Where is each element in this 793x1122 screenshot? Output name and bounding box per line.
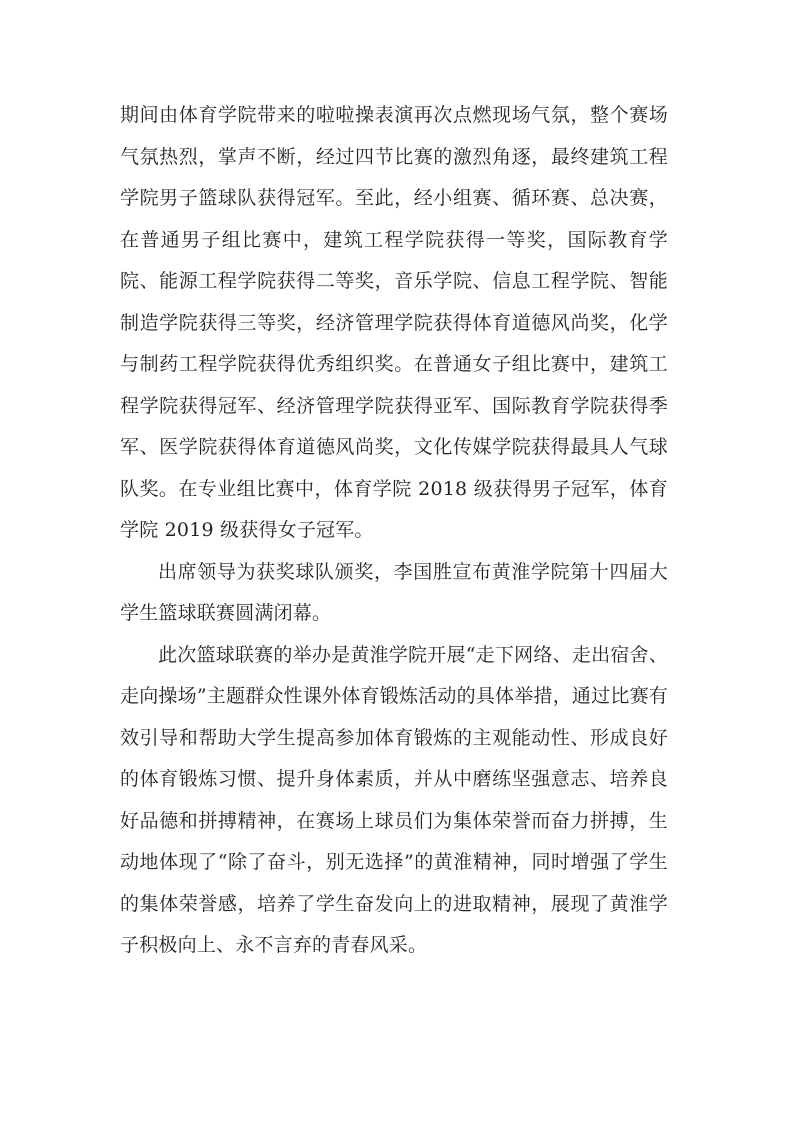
paragraph-closing: 出席领导为获奖球队颁奖，李国胜宣布黄淮学院第十四届大学生篮球联赛圆满闭幕。 [120, 560, 668, 624]
paragraph-significance: 此次篮球联赛的举办是黄淮学院开展“走下网络、走出宿舍、走向操场”主题群众性课外体育锻炼活动的具体举措，通过比赛有效引导和帮助大学生提高参加体育锻炼的主观能动性、形成良好的体育锻炼习惯、提升身体素质，并从中磨练坚强意志、培养良好品德和拼搏精神，在赛场上球员们为集体荣誉而奋力拼搏，生动地体现了“除了奋斗，别无选择”的黄淮精神，同时增强了学生的集体荣誉感，培养了学生奋发向上的进取精神，展现了黄淮学子积极向上、永不言弃的青春风采。 [120, 643, 668, 956]
paragraph-awards: 期间由体育学院带来的啦啦操表演再次点燃现场气氛，整个赛场气氛热烈，掌声不断，经过四节比赛的激烈角逐，最终建筑工程学院男子篮球队获得冠军。至此，经小组赛、循环赛、总决赛，在普通男子组比赛中，建筑工程学院获得一等奖，国际教育学院、能源工程学院获得二等奖，音乐学院、信息工程学院、智能制造学院获得三等奖，经济管理学院获得体育道德风尚奖，化学与制药工程学院获得优秀组织奖。在普通女子组比赛中，建筑工程学院获得冠军、经济管理学院获得亚军、国际教育学院获得季军、医学院获得体育道德风尚奖，文化传媒学院获得最具人气球队奖。在专业组比赛中，体育学院 2018 级获得男子冠军，体育学院 2019 级获得女子冠军。 [120, 104, 668, 541]
document-body [120, 95, 668, 967]
